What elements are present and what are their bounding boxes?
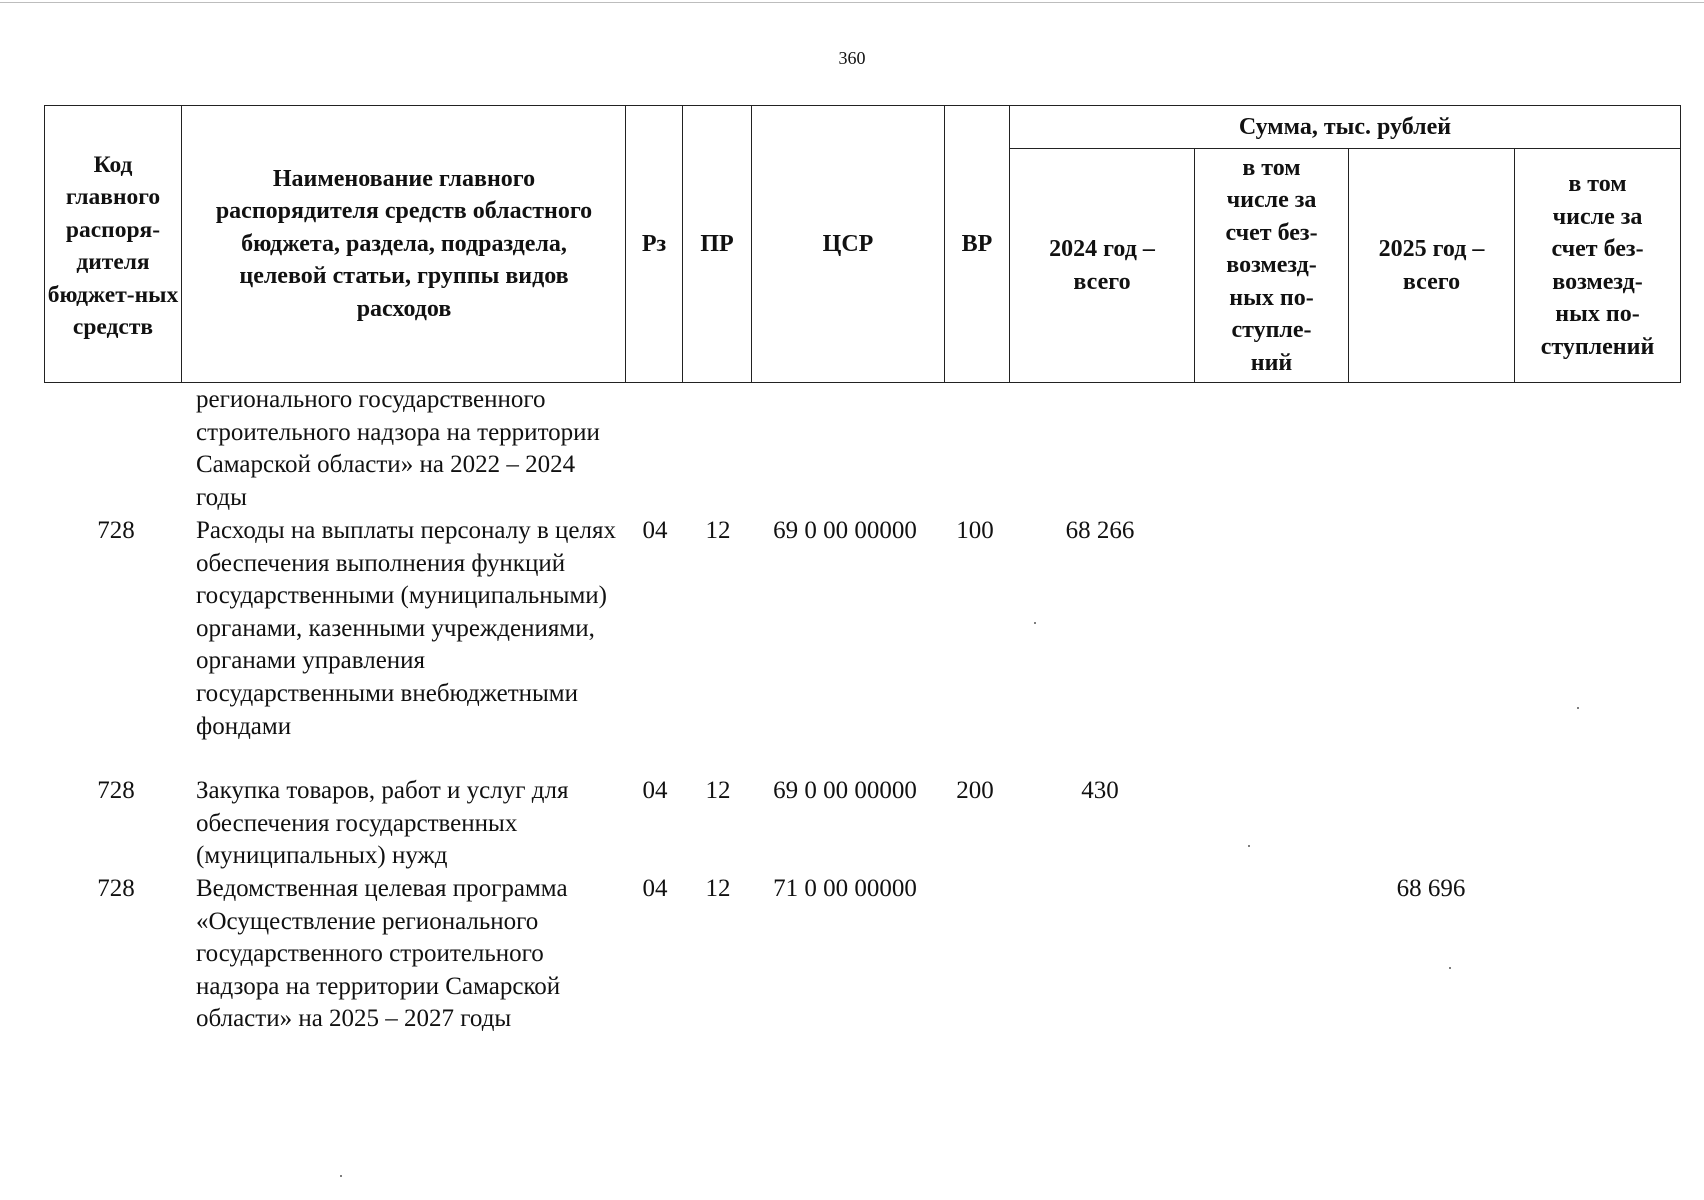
scan-edge-line <box>0 2 1704 3</box>
page-number: 360 <box>838 48 866 68</box>
row-name: Закупка товаров, работ и услуг для обеспечения государственных (муниципальных) нужд <box>196 777 569 870</box>
row-sum-2024: 430 <box>1081 777 1119 804</box>
row-csr: 69 0 00 00000 <box>773 517 917 544</box>
header-rz: Рз <box>641 230 667 257</box>
scan-speck <box>1248 845 1250 847</box>
header-divider <box>181 106 182 382</box>
header-pr: ПР <box>700 230 734 257</box>
row-rz: 04 <box>642 777 668 804</box>
header-code: Код главного распоря-дителя бюджет-ных средств <box>47 151 179 340</box>
row-code: 728 <box>97 777 135 804</box>
row-sum-2025: 68 696 <box>1396 875 1466 902</box>
header-2025-total: 2025 год – всего <box>1378 236 1485 295</box>
row-name: Ведомственная целевая программа «Осуществление регионального государственного строительного надзора на территории Самарской области» на 2025 – 2027 годы <box>196 875 568 1033</box>
row-csr: 69 0 00 00000 <box>773 777 917 804</box>
row-pr: 12 <box>705 517 731 544</box>
row-code: 728 <box>97 875 135 902</box>
row-csr: 71 0 00 00000 <box>773 875 917 902</box>
header-vr: ВР <box>961 230 993 257</box>
row-name: Расходы на выплаты персоналу в целях обеспечения выполнения функций государственными (муниципальными) органами, казенными учреждениями, органами управления государственными внебюджетными фондами <box>196 517 616 740</box>
scan-speck <box>340 1175 342 1177</box>
row-vr: 100 <box>956 517 994 544</box>
row-vr: 200 <box>956 777 994 804</box>
row-pr: 12 <box>705 777 731 804</box>
row-rz: 04 <box>642 517 668 544</box>
header-csr: ЦСР <box>822 230 874 257</box>
header-2024-grants: в том числе за счет без-возмезд-ных по-ступле-ний <box>1225 154 1318 376</box>
row-sum-2024: 68 266 <box>1065 517 1135 544</box>
header-2025-grants: в том числе за счет без-возмезд-ных по-ступлений <box>1540 171 1655 360</box>
row-name: регионального государственного строительного надзора на территории Самарской области» на 2022 – 2024 годы <box>196 386 600 511</box>
row-pr: 12 <box>705 875 731 902</box>
row-code: 728 <box>97 517 135 544</box>
row-rz: 04 <box>642 875 668 902</box>
scan-speck <box>1449 967 1451 969</box>
header-sum-group: Сумма, тыс. рублей <box>1238 113 1452 140</box>
scan-speck <box>1034 622 1036 624</box>
scan-speck <box>1577 707 1579 709</box>
header-2024-total: 2024 год – всего <box>1049 236 1155 295</box>
table-header <box>44 105 1681 383</box>
header-name: Наименование главного распорядителя средств областного бюджета, раздела, подраздела, целевой статьи, группы видов расходов <box>215 165 593 322</box>
